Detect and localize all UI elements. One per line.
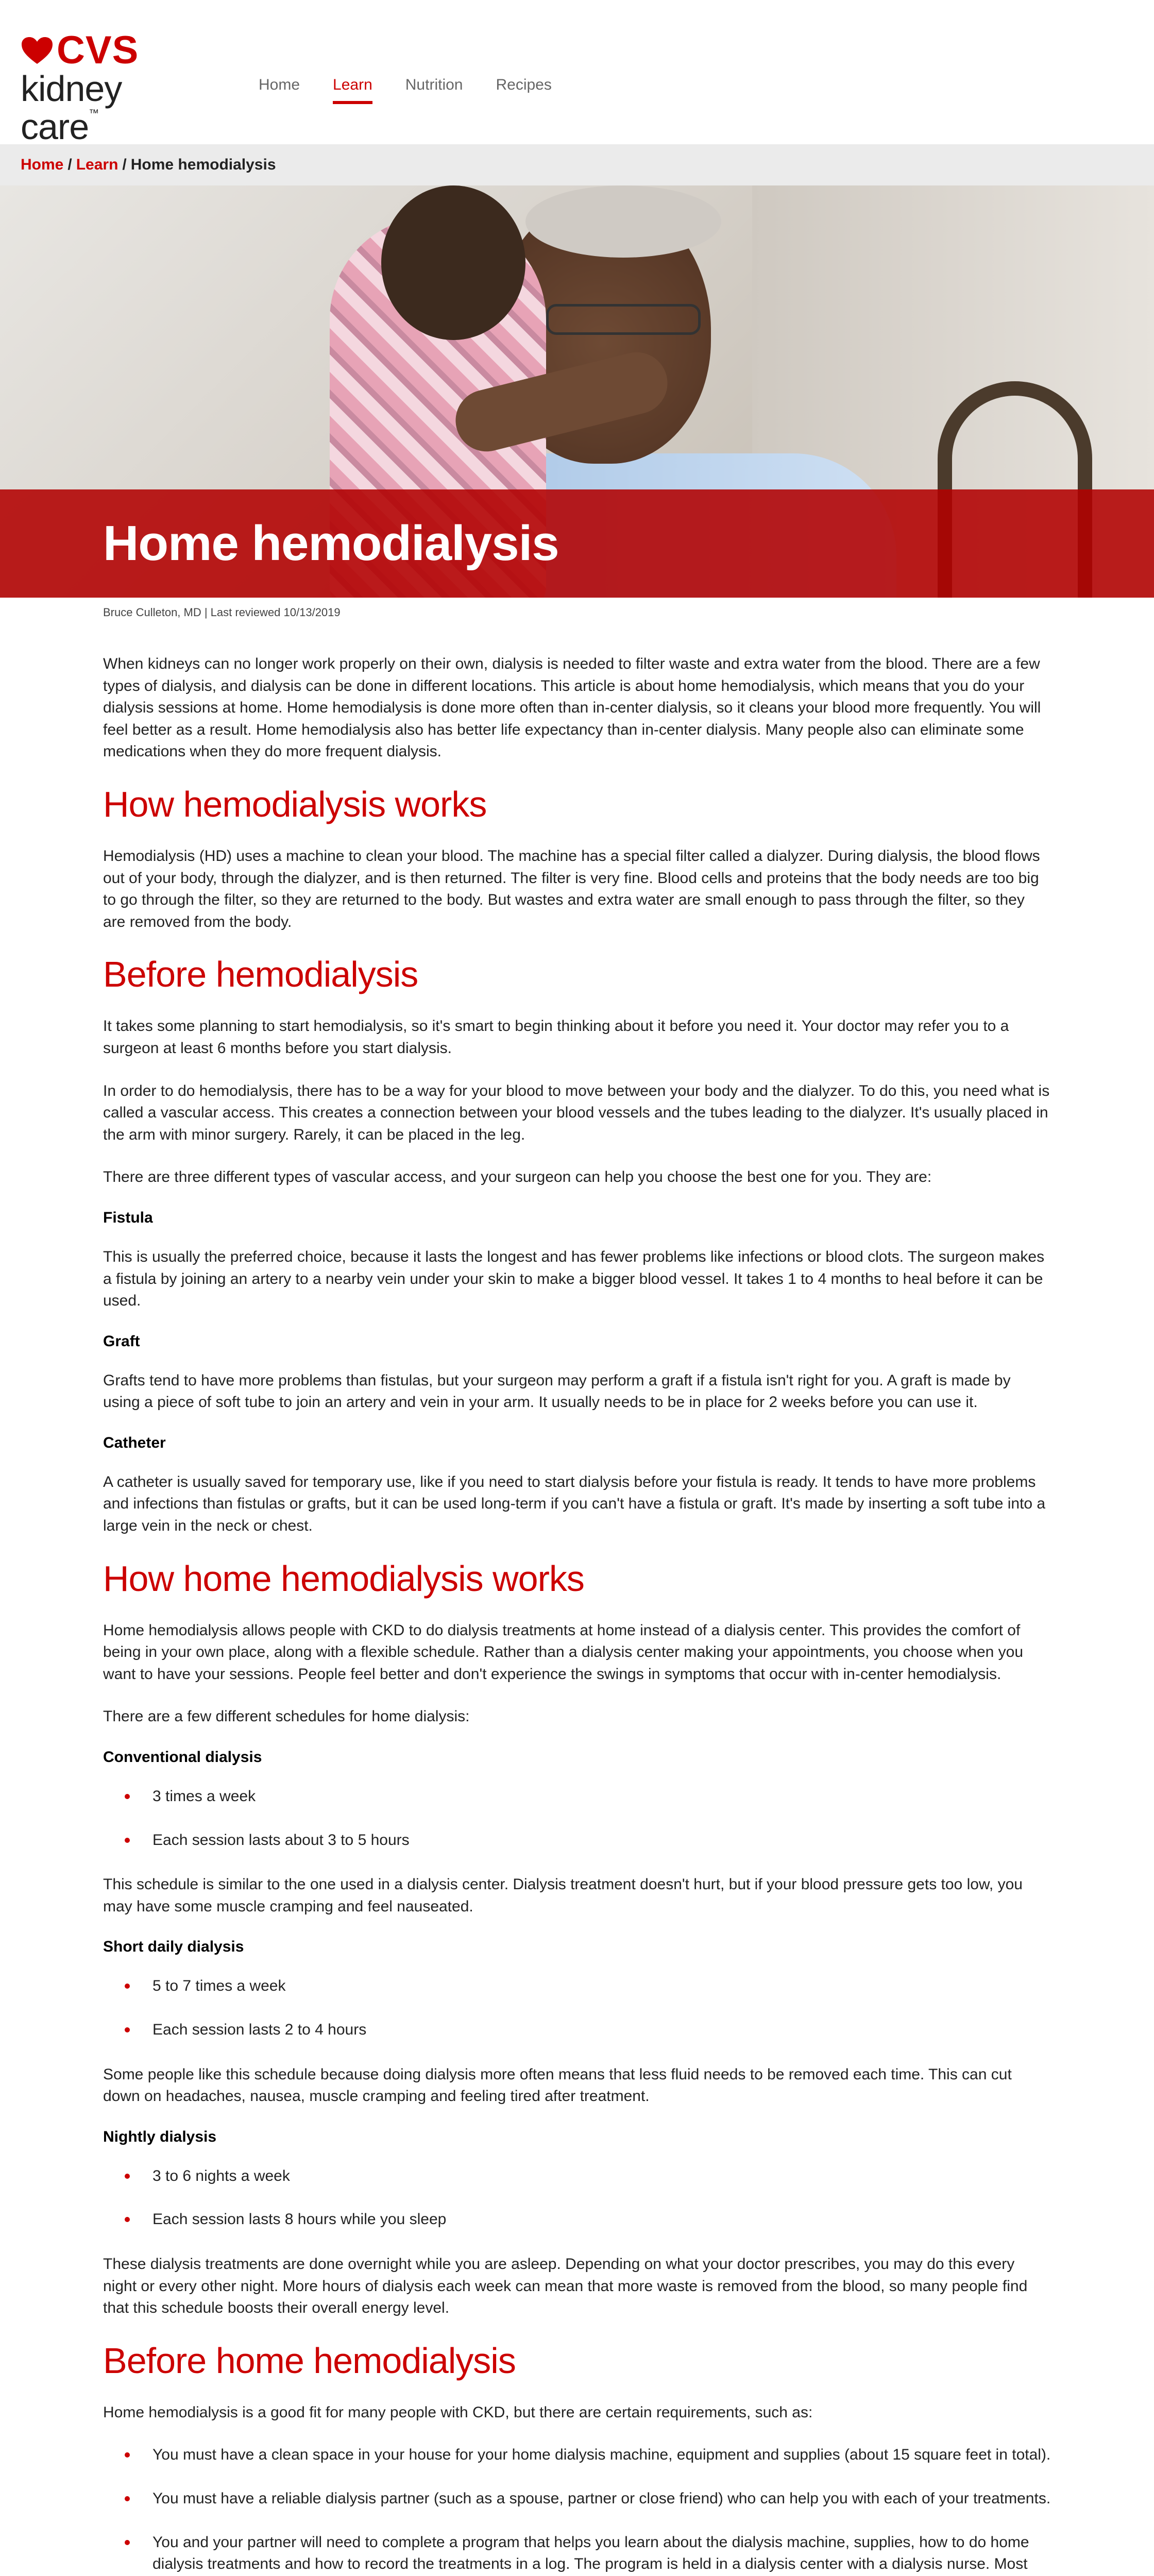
subheading: Conventional dialysis xyxy=(103,1749,262,1766)
hero-image xyxy=(0,185,1154,598)
paragraph: These dialysis treatments are done overnight while you are asleep. Depending on what your doctor prescribes, you may do this every night or every other night. More hours of dialysis each week can mean that more waste is removed from the blood, so many people find that this schedule boosts their overall energy level. xyxy=(103,2255,1028,2317)
paragraph: This schedule is similar to the one used in a dialysis center. Dialysis treatment doesn't hurt, but if your blood pressure gets too low, you may have some muscle cramping and feel nauseated. xyxy=(103,1876,1023,1915)
breadcrumb-home[interactable]: Home xyxy=(21,156,64,173)
section-heading: Before home hemodialysis xyxy=(103,2340,516,2381)
subheading: Nightly dialysis xyxy=(103,2128,217,2145)
list-item: Each session lasts 2 to 4 hours xyxy=(103,2019,1051,2041)
paragraph: A catheter is usually saved for temporary use, like if you need to start dialysis before your fistula is ready. It tends to have more problems and infections than fistulas or grafts, but it can be used long-term if you can't have a fistula or graft. It's made by inserting a soft tube into a large vein in the neck or chest. xyxy=(103,1473,1046,1535)
list-item: You and your partner will need to complete a program that helps you learn about the dialysis machine, supplies, how to do home dialysis treatments and how to record the treatments in a log. The program is held in a dialysis center with a dialysis nurse. Most xyxy=(103,2532,1051,2576)
bullet-list xyxy=(103,1975,1051,2041)
nav-nutrition[interactable]: Nutrition xyxy=(405,76,463,93)
paragraph: Some people like this schedule because doing dialysis more often means that less fluid needs to be removed each time. This can cut down on headaches, nausea, muscle cramping and feeling tired after treatment. xyxy=(103,2065,1012,2105)
byline: Bruce Culleton, MD | Last reviewed 10/13/2019 xyxy=(103,606,341,619)
paragraph: Home hemodialysis is a good fit for many people with CKD, but there are certain requirements, such as: xyxy=(103,2403,813,2421)
nav-learn[interactable]: Learn xyxy=(333,76,372,104)
hero-hair xyxy=(525,185,721,258)
article-content xyxy=(103,653,1051,2576)
paragraph: There are a few different schedules for home dialysis: xyxy=(103,1708,470,1725)
intro-paragraph: When kidneys can no longer work properly on their own, dialysis is needed to filter waste and extra water from the blood. There are a few types of dialysis, and dialysis can be done in different locations. This article is about home hemodialysis, which means that you do your dialysis sessions at home. Home hemodialysis is done more often than in-center dialysis, so it cleans your blood more frequently. You will feel better as a result. Home hemodialysis also has better life expectancy than in-center dialysis. Many people also can eliminate some medications when they do more frequent dialysis. xyxy=(103,655,1041,760)
subheading: Graft xyxy=(103,1332,140,1350)
list-item: You must have a clean space in your house for your home dialysis machine, equipment and supplies (about 15 square feet in total). xyxy=(103,2444,1051,2466)
subheading: Short daily dialysis xyxy=(103,1938,244,1956)
breadcrumb-learn[interactable]: Learn xyxy=(76,156,118,173)
section-heading: Before hemodialysis xyxy=(103,954,418,995)
paragraph: Hemodialysis (HD) uses a machine to clean your blood. The machine has a special filter called a dialyzer. During dialysis, the blood flows out of your body, through the dialyzer, and is then returned. The filter is very fine. Blood cells and proteins that the body needs are too big to go through the filter, so they are returned to the body. But wastes and extra water are small enough to pass through the filter, so they are removed from the body. xyxy=(103,847,1040,930)
list-item: 3 times a week xyxy=(103,1786,1051,1808)
subheading: Catheter xyxy=(103,1434,166,1451)
list-item: You must have a reliable dialysis partner (such as a spouse, partner or close friend) who can help you with each of your treatments. xyxy=(103,2488,1051,2510)
hero-glasses xyxy=(546,304,701,335)
section-heading: How hemodialysis works xyxy=(103,784,487,824)
page-title: Home hemodialysis xyxy=(103,516,559,571)
subheading: Fistula xyxy=(103,1209,153,1226)
hero-child-head xyxy=(381,185,525,340)
logo-cvs-text: CVS xyxy=(57,28,139,72)
paragraph: In order to do hemodialysis, there has to be a way for your blood to move between your body and the dialyzer. To do this, you need what is called a vascular access. This creates a connection between your blood vessels and the tubes leading to the dialyzer. It's usually placed in the arm with minor surgery. Rarely, it can be placed in the leg. xyxy=(103,1082,1050,1143)
breadcrumb-separator: / xyxy=(122,156,127,173)
heart-icon xyxy=(21,36,54,65)
bullet-list xyxy=(103,2444,1051,2576)
site-header xyxy=(0,0,1154,147)
logo-kidney-care-text: kidney care™ xyxy=(21,69,122,147)
list-item: Each session lasts about 3 to 5 hours xyxy=(103,1829,1051,1852)
paragraph: Home hemodialysis allows people with CKD to do dialysis treatments at home instead of a dialysis center. This provides the comfort of being in your own place, along with a flexible schedule. Rather than a dialysis center making your appointments, you choose when you want to have your sessions. People feel better and don't experience the swings in symptoms that occur with in-center hemodialysis. xyxy=(103,1621,1024,1683)
section-heading: How home hemodialysis works xyxy=(103,1558,584,1599)
list-item: 3 to 6 nights a week xyxy=(103,2165,1051,2188)
list-item: Each session lasts 8 hours while you sleep xyxy=(103,2209,1051,2231)
paragraph: There are three different types of vascular access, and your surgeon can help you choose the best one for you. They are: xyxy=(103,1168,932,1186)
list-item: 5 to 7 times a week xyxy=(103,1975,1051,1997)
paragraph: This is usually the preferred choice, because it lasts the longest and has fewer problems like infections or blood clots. The surgeon makes a fistula by joining an artery to a nearby vein under your skin to make a bigger blood vessel. It takes 1 to 4 months to heal before it can be used. xyxy=(103,1248,1045,1310)
breadcrumb-current: Home hemodialysis xyxy=(130,156,276,173)
paragraph: Grafts tend to have more problems than fistulas, but your surgeon may perform a graft if a fistula isn't right for you. A graft is made by using a piece of soft tube to join an artery and vein in your arm. It usually needs to be in place for 2 weeks before you can use it. xyxy=(103,1371,1011,1411)
nav-home[interactable]: Home xyxy=(259,76,300,93)
bullet-list xyxy=(103,1786,1051,1851)
cvs-kidney-care-logo[interactable] xyxy=(21,28,206,147)
breadcrumb xyxy=(0,144,1154,185)
hero-banner xyxy=(0,489,1154,598)
main-nav xyxy=(259,76,585,104)
paragraph: It takes some planning to start hemodialysis, so it's smart to begin thinking about it before you need it. Your doctor may refer you to a surgeon at least 6 months before you start dialysis. xyxy=(103,1018,1009,1057)
bullet-list xyxy=(103,2165,1051,2231)
breadcrumb-separator: / xyxy=(67,156,72,173)
nav-recipes[interactable]: Recipes xyxy=(496,76,552,93)
